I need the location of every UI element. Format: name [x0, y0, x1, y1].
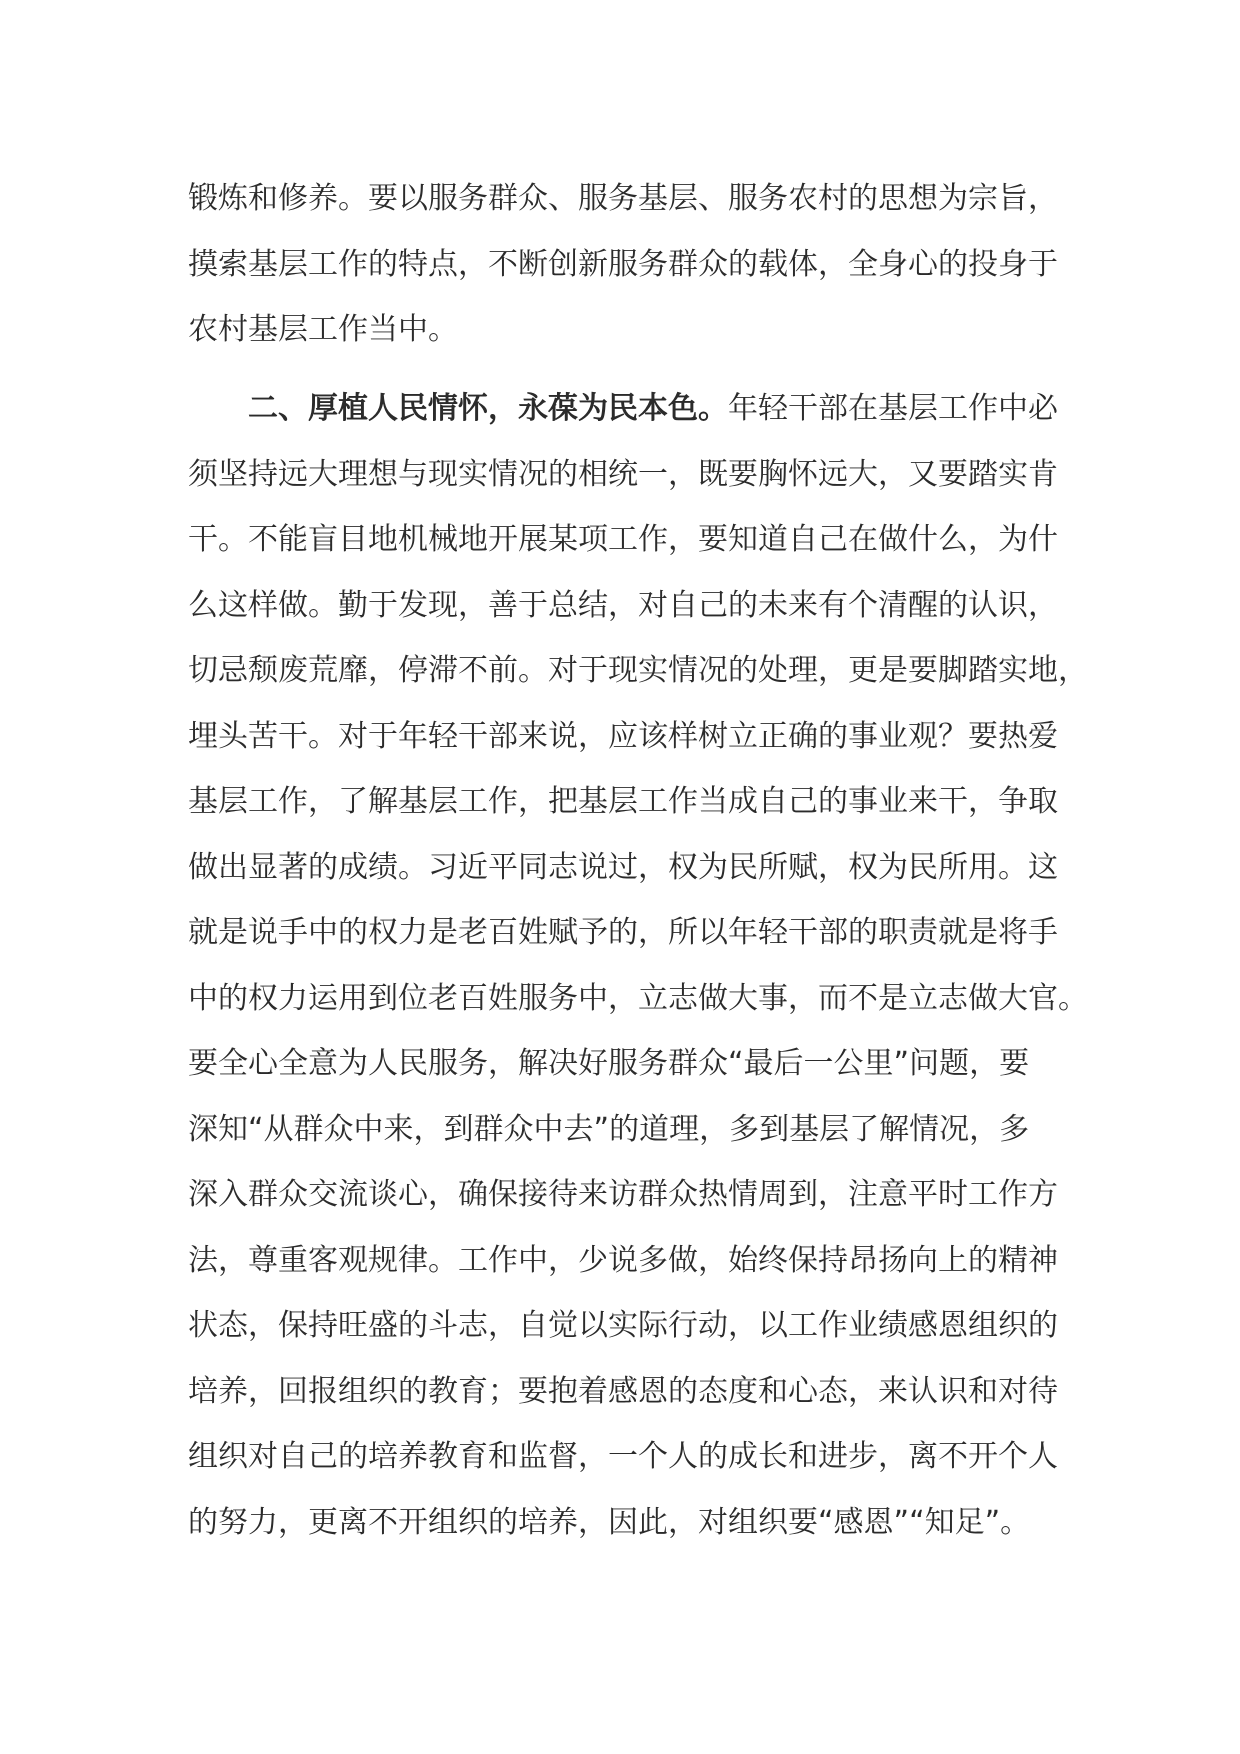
paragraph-line: 锻炼和修养。要以服务群众、服务基层、服务农村的思想为宗旨， [188, 181, 1058, 216]
paragraph-2 [188, 376, 1088, 1555]
paragraph-line: 的努力，更离不开组织的培养，因此，对组织要“感恩”“知足”。 [188, 1504, 1031, 1540]
section-heading: 二、厚植人民情怀，永葆为民本色。 [248, 391, 728, 426]
paragraph-1 [188, 166, 1058, 363]
paragraph-line: 要全心全意为人民服务，解决好服务群众“最后一公里”问题，要 [188, 1046, 1030, 1081]
paragraph-line: 埋头苦干。对于年轻干部来说，应该样树立正确的事业观？要热爱 [188, 718, 1058, 754]
paragraph-line: 法，尊重客观规律。工作中，少说多做，始终保持昂扬向上的精神 [188, 1242, 1058, 1278]
paragraph-line: 中的权力运用到位老百姓服务中，立志做大事，而不是立志做大官。 [188, 980, 1088, 1016]
paragraph-line: 培养，回报组织的教育；要抱着感恩的态度和心态，来认识和对待 [188, 1373, 1058, 1409]
paragraph-first-line [188, 376, 1058, 442]
paragraph-line: 做出显著的成绩。习近平同志说过，权为民所赋，权为民所用。这 [188, 849, 1058, 885]
paragraph-line: 状态，保持旺盛的斗志，自觉以实际行动，以工作业绩感恩组织的 [188, 1308, 1058, 1343]
first-line-text: 年轻干部在基层工作中必 [728, 391, 1058, 426]
paragraph-line: 深入群众交流谈心，确保接待来访群众热情周到，注意平时工作方 [188, 1177, 1058, 1212]
paragraph-line: 切忌颓废荒靡，停滞不前。对于现实情况的处理，更是要脚踏实地， [188, 653, 1088, 688]
paragraph-line: 摸索基层工作的特点，不断创新服务群众的载体，全身心的投身于 [188, 246, 1058, 282]
paragraph-line: 须坚持远大理想与现实情况的相统一，既要胸怀远大，又要踏实肯 [188, 456, 1058, 492]
paragraph-line: 农村基层工作当中。 [188, 312, 458, 347]
paragraph-line: 干。不能盲目地机械地开展某项工作，要知道自己在做什么，为什 [188, 522, 1058, 557]
paragraph-line: 么这样做。勤于发现，善于总结，对自己的未来有个清醒的认识， [188, 587, 1058, 623]
paragraph-line: 就是说手中的权力是老百姓赋予的，所以年轻干部的职责就是将手 [188, 915, 1058, 950]
paragraph-line: 组织对自己的培养教育和监督，一个人的成长和进步，离不开个人 [188, 1439, 1058, 1474]
paragraph-line: 深知“从群众中来，到群众中去”的道理，多到基层了解情况，多 [188, 1111, 1030, 1147]
paragraph-line: 基层工作，了解基层工作，把基层工作当成自己的事业来干，争取 [188, 784, 1058, 819]
